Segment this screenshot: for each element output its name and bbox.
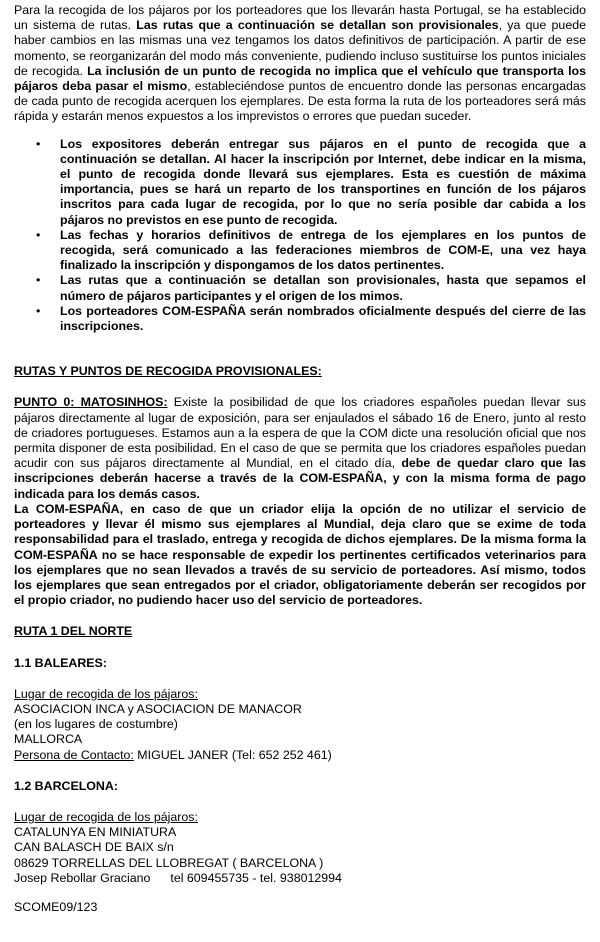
barcelona-line: CATALUNYA EN MINIATURA [14, 825, 177, 840]
baleares-line: (en los lugares de costumbre) [14, 717, 178, 732]
bullet-dot-icon: • [36, 227, 41, 242]
bullet-dot-icon: • [36, 136, 41, 151]
intro-bold-text: Las rutas que a continuación se detallan son provisionales [136, 18, 499, 33]
bullet-text: Los porteadores COM-ESPAÑA serán nombrados oficialmente después del cierre de las inscripciones. [60, 303, 586, 334]
barcelona-contact-phones: tel 609455735 - tel. 938012994 [170, 870, 342, 885]
bullet-list [14, 137, 586, 335]
barcelona-line: 08629 TORRELLAS DEL LLOBREGAT ( BARCELONA ) [14, 855, 324, 870]
baleares-contact-label: Persona de Contacto: [14, 747, 134, 762]
punto0-paragraph [14, 395, 586, 501]
baleares-contact-value: MIGUEL JANER (Tel: 652 252 461) [133, 747, 332, 762]
ruta1-title: RUTA 1 DEL NORTE [14, 624, 133, 639]
intro-text: , estableciéndose puntos de encuentro donde las personas encargadas de cada punto de recogida acerquen los ejemplares. De esta forma la ruta de los porteadores será más rápida y estarán menos expuestos a los imprevistos o errores que puedan suceder. [14, 79, 586, 124]
footer-code: SCOME09/123 [14, 899, 98, 914]
baleares-line: MALLORCA [14, 732, 83, 747]
bullet-dot-icon: • [36, 303, 41, 318]
bullet-item [14, 137, 586, 228]
barcelona-line: CAN BALASCH DE BAIX s/n [14, 840, 174, 855]
baleares-lugar-label: Lugar de recogida de los pájaros: [14, 686, 198, 701]
punto0-text: Existe la posibilidad de que los criadores españoles puedan llevar sus pájaros directamente al lugar de exposición, para ser enjaulados el sábado 16 de Enero, junto al resto de criadores portugueses. Estamos aun a la espera de que la COM dicte una resolución oficial que nos permita disponer de esta posibilidad. En el caso de que se permita que los criadores españoles puedan acudir con sus pájaros directamente al Mundial, en el citado día, [14, 395, 586, 471]
intro-paragraph [14, 3, 586, 125]
baleares-contact [14, 748, 586, 763]
bullet-text: Las fechas y horarios definitivos de entrega de los ejemplares en los puntos de recogida, será comunicado a las federaciones miembros de COM-E, una vez haya finalizado la inscripción y dispongamos de los datos pertinentes. [60, 227, 586, 273]
section-title: RUTAS Y PUNTOS DE RECOGIDA PROVISIONALES: [14, 364, 322, 379]
intro-text: Para la recogida de los pájaros por los porteadores que los llevarán hasta Portugal, se ha establecido un sistema de rutas. [14, 3, 586, 33]
barcelona-block [14, 810, 586, 886]
bullet-text: Las rutas que a continuación se detallan son provisionales, hasta que sepamos el número de pájaros participantes y el origen de los mimos. [60, 273, 586, 303]
baleares-line: ASOCIACION INCA y ASOCIACION DE MANACOR [14, 701, 302, 716]
punto0-bold-paragraph: La COM-ESPAÑA, en caso de que un criador elija la opción de no utilizar el servicio de porteadores y llevar él mismo sus ejemplares al Mundial, deja claro que se exime de toda responsabilidad para el traslado, entrega y recogida de dichos ejemplares. De la misma forma la COM-ESPAÑA no se hace responsable de expedir los pertinentes certificados veterinarios para los ejemplares que no sean llevados a través de su servicio de porteadores. Así mismo, todos los ejemplares que sean entregados por el criador, obligatoriamente deberán ser recogidos por el propio criador, no pudiendo hacer uso del servicio de porteadores. [14, 501, 586, 608]
barcelona-heading: 1.2 BARCELONA: [14, 778, 118, 793]
barcelona-contact-name: Josep Rebollar Graciano [14, 870, 151, 885]
bullet-item [14, 304, 586, 334]
baleares-block [14, 687, 586, 763]
bullet-text: Los expositores deberán entregar sus pájaros en el punto de recogida que a continuación se detallan. Al hacer la inscripción por Internet, debe indicar en la misma, el punto de recogida donde llevará sus ejemplares. Esta es cuestión de máxima importancia, pues se hará un reparto de los transportines en función de los pájaros inscritos para cada lugar de recogida, por lo que no sería posible dar cabida a los pájaros no previstos en ese punto de recogida. [60, 136, 586, 227]
bullet-item [14, 228, 586, 274]
intro-bold-text: La inclusión de un punto de recogida no implica que el vehículo que transporta los pájaros deba pasar el mismo [14, 63, 587, 94]
intro-text: , ya que puede haber cambios en las mismas una vez tengamos los datos definitivos de participación. A partir de ese momento, se reorganizarán del modo más conveniente, pudiendo incluso sustituirse los puntos iniciales de recogida. [14, 18, 587, 78]
punto0-bold-text: , y con la misma forma de pago indicada para los demás casos. [14, 471, 586, 501]
baleares-heading: 1.1 BALEARES: [14, 655, 107, 670]
bullet-dot-icon: • [36, 273, 41, 288]
bullet-item [14, 273, 586, 303]
barcelona-lugar-label: Lugar de recogida de los pájaros: [14, 809, 198, 824]
punto0-bold-text: debe de quedar claro que las inscripciones deberán hacerse a través de la COM-ESPAÑA [14, 456, 586, 486]
punto0-label: PUNTO 0: MATOSINHOS: [14, 395, 168, 410]
barcelona-contact [14, 871, 586, 886]
